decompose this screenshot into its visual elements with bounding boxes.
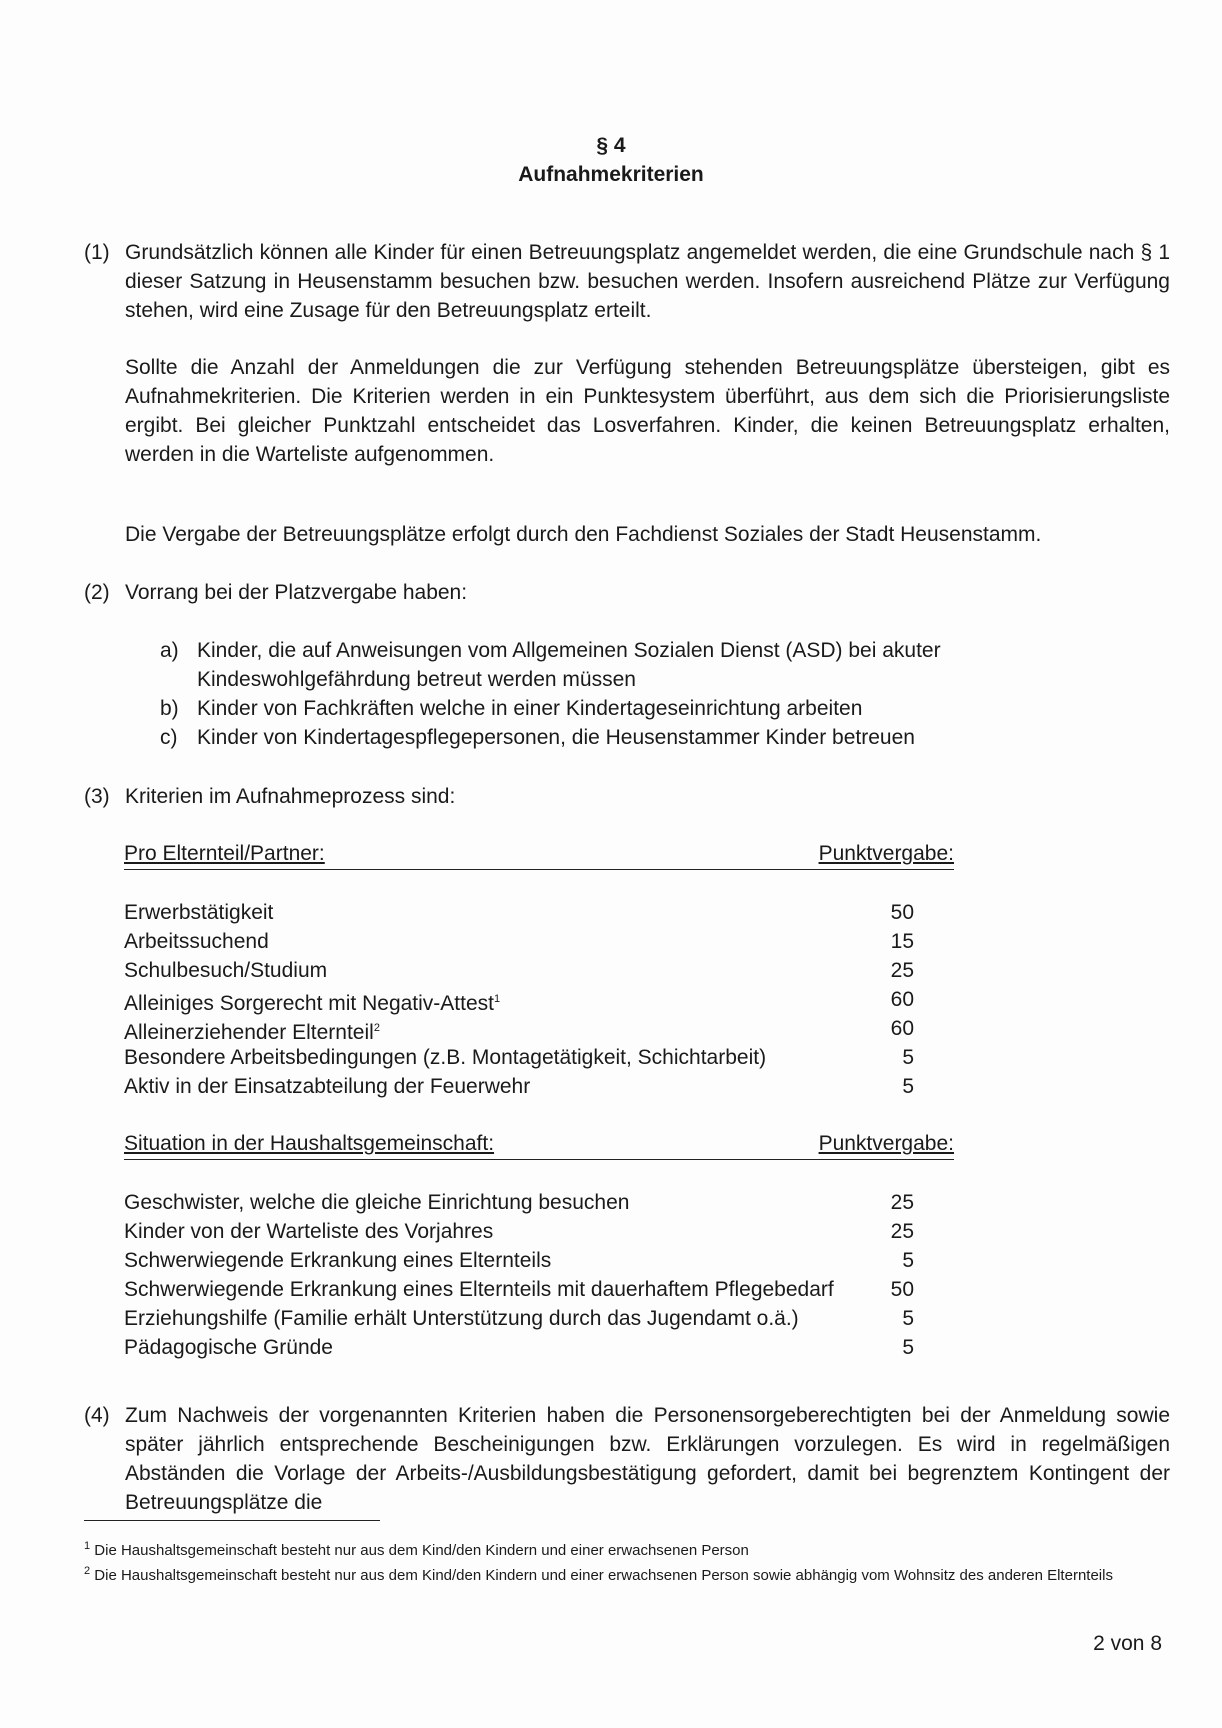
section-title: Aufnahmekriterien [518,163,704,186]
points-header-label: Punktvergabe: [818,1132,954,1155]
points-header-label: Punktvergabe: [818,842,954,865]
criteria-points: 5 [902,1249,914,1272]
criteria-name: Arbeitssuchend [124,930,269,953]
paragraph-number-1: (1) [84,241,110,264]
paragraph-4-text: Zum Nachweis der vorgenannten Kriterien haben die Personensorgeberechtigten bei der Anmeldung sowie später jährlich entsprechende Bescheinigungen bzw. Erklärungen vorzulegen. Es wird in regelmäßigen Abständen die Vorlage der Arbeits-/Ausbildungsbestätigung gefordert, damit bei begrenztem Kontingent der Betreuungsplätze die [125,1404,1170,1514]
section-number: § 4 [596,134,626,157]
footnote-ref: 1 [494,993,501,1005]
criteria-points: 50 [890,901,914,924]
list-item [160,694,1120,723]
list-item-text: Kinder von Kindertagespflegepersonen, die Heusenstammer Kinder betreuen [197,726,915,749]
footnote-mark: 1 [84,1540,91,1552]
list-item-label: b) [160,697,179,720]
criteria-name: Besondere Arbeitsbedingungen (z.B. Montagetätigkeit, Schichtarbeit) [124,1046,767,1069]
footnote-mark: 2 [84,1565,91,1577]
criteria-points: 50 [890,1278,914,1301]
footnote-2 [84,1560,1174,1587]
criteria-points: 25 [890,1220,914,1243]
criteria-name: Schwerwiegende Erkrankung eines Elternteils [124,1249,552,1272]
criteria-points: 5 [902,1307,914,1330]
criteria-name: Geschwister, welche die gleiche Einrichtung besuchen [124,1191,630,1214]
footnote-divider [84,1520,380,1521]
criteria-name: Erziehungshilfe (Familie erhält Unterstützung durch das Jugendamt o.ä.) [124,1307,799,1330]
footnote-text: Die Haushaltsgemeinschaft besteht nur aus dem Kind/den Kindern und einer erwachsenen Person [94,1542,749,1559]
criteria-points: 5 [902,1075,914,1098]
paragraph-1-text-3: Die Vergabe der Betreuungsplätze erfolgt durch den Fachdienst Soziales der Stadt Heusenstamm. [125,523,1042,546]
paragraph-number-2: (2) [84,581,110,604]
footnote-1 [84,1535,1174,1562]
criteria-name: Schwerwiegende Erkrankung eines Elternteils mit dauerhaftem Pflegebedarf [124,1278,834,1301]
paragraph-1-text-2: Sollte die Anzahl der Anmeldungen die zur Verfügung stehenden Betreuungsplätze übersteigen, gibt es Aufnahmekriterien. Die Kriterien werden in ein Punktesystem überführt, aus dem sich die Priorisierungsliste ergibt. Bei gleicher Punktzahl entscheidet das Losverfahren. Kinder, die keinen Betreuungsplatz erhalten, werden in die Warteliste aufgenommen. [125,356,1170,466]
criteria-name: Schulbesuch/Studium [124,959,328,982]
criteria-points: 5 [902,1046,914,1069]
list-item-text: Kinder, die auf Anweisungen vom Allgemeinen Sozialen Dienst (ASD) bei akuter Kindeswohlgefährdung betreut werden müssen [197,639,941,691]
criteria-table-header [124,840,954,870]
paragraph-number-4: (4) [84,1404,110,1427]
criteria-points: 60 [890,1017,914,1040]
situation-header-label: Situation in der Haushaltsgemeinschaft: [124,1132,495,1155]
criteria-points: 15 [890,930,914,953]
footnote-text: Die Haushaltsgemeinschaft besteht nur aus dem Kind/den Kindern und einer erwachsenen Person sowie abhängig vom Wohnsitz des anderen Elternteils [94,1567,1113,1584]
criteria-header-label: Pro Elternteil/Partner: [124,842,325,865]
situation-table-header [124,1130,954,1160]
criteria-name: Erwerbstätigkeit [124,901,274,924]
criteria-name: Pädagogische Gründe [124,1336,333,1359]
criteria-points: 5 [902,1336,914,1359]
page-number: 2 von 8 [1093,1632,1162,1655]
criteria-name: Kinder von der Warteliste des Vorjahres [124,1220,494,1243]
list-item [160,723,1120,752]
criteria-points: 25 [890,959,914,982]
list-item-label: a) [160,639,179,662]
criteria-points: 25 [890,1191,914,1214]
list-item-text: Kinder von Fachkräften welche in einer Kindertageseinrichtung arbeiten [197,697,863,720]
paragraph-3-intro: Kriterien im Aufnahmeprozess sind: [125,785,456,808]
list-item [160,636,1120,694]
footnote-ref: 2 [373,1022,380,1034]
criteria-name-text: Alleinerziehender Elternteil [124,1021,374,1044]
criteria-name: Aktiv in der Einsatzabteilung der Feuerwehr [124,1075,531,1098]
paragraph-1-text: Grundsätzlich können alle Kinder für einen Betreuungsplatz angemeldet werden, die eine Grundschule nach § 1 dieser Satzung in Heusenstamm besuchen bzw. besuchen werden. Insofern ausreichend Plätze zur Verfügung stehen, wird eine Zusage für den Betreuungsplatz erteilt. [125,241,1170,322]
list-item-label: c) [160,726,178,749]
criteria-points: 60 [890,988,914,1011]
paragraph-2-intro: Vorrang bei der Platzvergabe haben: [125,581,468,604]
paragraph-number-3: (3) [84,785,110,808]
criteria-name-text: Alleiniges Sorgerecht mit Negativ-Attest [124,992,494,1015]
